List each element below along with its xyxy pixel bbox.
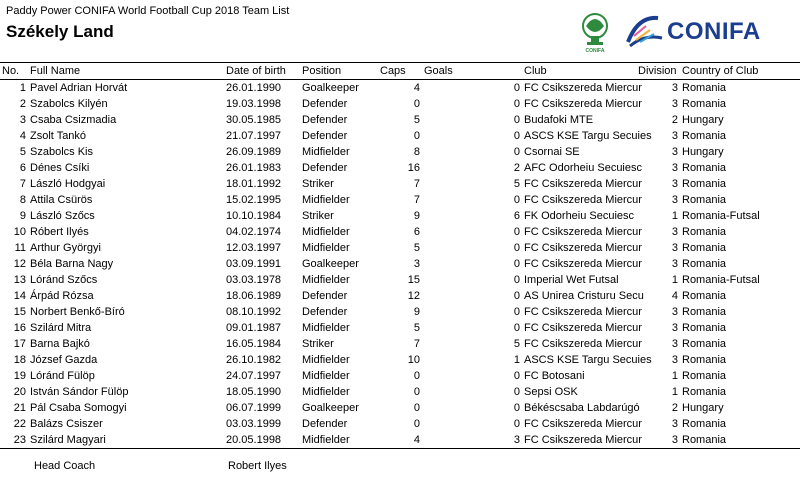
col-date-of-birth-header: Date of birth	[224, 63, 300, 80]
cell-position: Midfielder	[302, 370, 350, 382]
cell-club: ASCS KSE Targu Secuies	[524, 354, 652, 366]
cell-position: Defender	[302, 114, 348, 126]
cell-club: AFC Odorheiu Secuiesc	[524, 162, 642, 174]
cell-division: 3	[671, 194, 678, 206]
cell-name: Szabolcs Kis	[30, 146, 93, 158]
col-country-of-club-header: Country of Club	[680, 63, 800, 80]
cell-division: 3	[671, 306, 678, 318]
cell-division: 3	[671, 162, 678, 174]
cell-caps: 7	[413, 194, 420, 206]
cell-name: Róbert Ilyés	[30, 226, 89, 238]
table-row	[0, 256, 800, 272]
cell-no: 21	[13, 402, 26, 414]
cell-club: AS Unirea Cristuru Secu	[524, 290, 644, 302]
cell-dob: 19.03.1998	[226, 98, 282, 110]
col-club-header: Club	[522, 63, 636, 80]
cell-goals: 0	[513, 226, 520, 238]
cell-dob: 18.06.1989	[226, 290, 282, 302]
cell-dob: 15.02.1995	[226, 194, 282, 206]
cell-name: Arthur Györgyi	[30, 242, 101, 254]
cell-country: Romania	[682, 82, 727, 94]
cell-division: 2	[671, 402, 678, 414]
cell-caps: 9	[413, 210, 420, 222]
cell-position: Striker	[302, 178, 334, 190]
cell-dob: 24.07.1997	[226, 370, 282, 382]
table-row	[0, 384, 800, 400]
cell-no: 2	[19, 98, 26, 110]
cell-club: FC Csikszereda Miercur	[522, 432, 636, 449]
cell-goals: 3	[422, 432, 522, 449]
cell-dob: 10.10.1984	[226, 210, 282, 222]
cell-no: 6	[19, 162, 26, 174]
cell-no: 3	[19, 114, 26, 126]
cell-division: 3	[671, 82, 678, 94]
cell-dob: 06.07.1999	[226, 402, 282, 414]
table-row	[0, 224, 800, 240]
cell-division: 3	[671, 338, 678, 350]
cell-name: Dénes Csíki	[30, 162, 90, 174]
cell-name: Pavel Adrian Horvát	[30, 82, 128, 94]
cell-position: Midfielder	[302, 274, 350, 286]
cell-club: FC Botosani	[524, 370, 585, 382]
cell-name: Attila Csürös	[30, 194, 93, 206]
cell-country: Romania	[682, 226, 727, 238]
cell-club: FC Csikszereda Miercur	[524, 226, 642, 238]
cell-position: Midfielder	[302, 226, 350, 238]
cell-caps: 0	[413, 98, 420, 110]
event-title: Paddy Power CONIFA World Football Cup 2018 Team List	[6, 5, 290, 17]
cell-dob: 30.05.1985	[226, 114, 282, 126]
cell-position: Defender	[302, 306, 348, 318]
cell-goals: 6	[513, 210, 520, 222]
table-row	[0, 128, 800, 144]
cell-no: 4	[19, 130, 26, 142]
cell-country: Romania	[682, 290, 727, 302]
table-row	[0, 432, 800, 449]
cell-name: Norbert Benkő-Bíró	[30, 306, 125, 318]
cell-dob: 18.05.1990	[226, 386, 282, 398]
cell-goals: 0	[513, 306, 520, 318]
cell-position: Midfielder	[302, 242, 350, 254]
table-row	[0, 320, 800, 336]
cell-goals: 0	[513, 82, 520, 94]
cell-position: Midfielder	[302, 194, 350, 206]
table-row	[0, 208, 800, 224]
cell-no: 20	[13, 386, 26, 398]
cell-no: 19	[13, 370, 26, 382]
cell-club: Csornai SE	[524, 146, 580, 158]
cell-goals: 1	[513, 354, 520, 366]
cell-name: Zsolt Tankó	[30, 130, 87, 142]
cell-club: ASCS KSE Targu Secuies	[524, 130, 652, 142]
cell-club: Budafoki MTE	[524, 114, 594, 126]
cell-caps: 9	[413, 306, 420, 318]
cell-country: Romania-Futsal	[682, 210, 760, 222]
cell-goals: 0	[513, 258, 520, 270]
cell-position: Defender	[302, 290, 348, 302]
cell-club: Sepsi OSK	[524, 386, 578, 398]
table-row	[0, 368, 800, 384]
cell-position: Midfielder	[300, 432, 378, 449]
cell-dob: 18.01.1992	[226, 178, 282, 190]
cell-position: Midfielder	[302, 146, 350, 158]
cell-country: Hungary	[682, 402, 724, 414]
cell-goals: 0	[513, 274, 520, 286]
cell-caps: 5	[413, 114, 420, 126]
cell-club: FC Csikszereda Miercur	[524, 82, 642, 94]
cell-name: Szabolcs Kilyén	[30, 98, 108, 110]
cell-no: 9	[19, 210, 26, 222]
table-row	[0, 288, 800, 304]
cell-dob: 03.03.1999	[226, 418, 282, 430]
cell-no: 7	[19, 178, 26, 190]
cell-caps: 10	[407, 354, 420, 366]
cell-position: Goalkeeper	[302, 258, 359, 270]
cell-club: FK Odorheiu Secuiesc	[524, 210, 635, 222]
table-row	[0, 192, 800, 208]
cell-position: Midfielder	[302, 354, 350, 366]
cell-caps: 5	[413, 242, 420, 254]
cell-division: 3	[671, 130, 678, 142]
cell-name: Lóránd Fülöp	[30, 370, 95, 382]
cell-name: Barna Bajkó	[30, 338, 90, 350]
cell-name: László Szőcs	[30, 210, 95, 222]
cell-division: 2	[671, 114, 678, 126]
team-name: Székely Land	[6, 22, 114, 41]
cell-goals: 0	[513, 98, 520, 110]
cell-country: Romania	[682, 194, 727, 206]
cell-goals: 0	[513, 386, 520, 398]
cell-country: Romania	[682, 242, 727, 254]
col-division-header: Division	[636, 63, 680, 80]
table-row	[0, 112, 800, 128]
cell-dob: 26.09.1989	[226, 146, 282, 158]
cell-country: Romania	[682, 322, 727, 334]
cell-goals: 0	[513, 370, 520, 382]
cell-name: Pál Csaba Somogyi	[30, 402, 127, 414]
cell-country: Romania	[682, 178, 727, 190]
cell-dob: 21.07.1997	[226, 130, 282, 142]
cell-goals: 2	[513, 162, 520, 174]
cell-position: Striker	[302, 210, 334, 222]
cell-country: Romania	[682, 98, 727, 110]
cell-division: 1	[671, 386, 678, 398]
table-row	[0, 144, 800, 160]
cell-country: Romania	[680, 432, 800, 449]
cell-division: 3	[636, 432, 680, 449]
col-position-header: Position	[300, 63, 378, 80]
cell-club: FC Csikszereda Miercur	[524, 178, 642, 190]
cell-no: 5	[19, 146, 26, 158]
table-row	[0, 176, 800, 192]
cell-dob: 16.05.1984	[226, 338, 282, 350]
cell-dob: 03.03.1978	[226, 274, 282, 286]
team-list-table	[0, 62, 800, 449]
cell-position: Midfielder	[302, 386, 350, 398]
cell-goals: 0	[513, 114, 520, 126]
cell-club: FC Csikszereda Miercur	[524, 194, 642, 206]
table-row	[0, 304, 800, 320]
cell-goals: 0	[513, 194, 520, 206]
cell-country: Romania	[682, 370, 727, 382]
cell-goals: 5	[513, 178, 520, 190]
cell-no: 22	[13, 418, 26, 430]
col-no-header: No.	[0, 63, 28, 80]
cell-division: 3	[671, 178, 678, 190]
cell-name: Szilárd Mitra	[30, 322, 92, 334]
table-row	[0, 96, 800, 112]
cell-country: Romania	[682, 338, 727, 350]
cell-division: 1	[671, 210, 678, 222]
cell-no: 12	[13, 258, 26, 270]
table-row	[0, 336, 800, 352]
cell-goals: 0	[513, 322, 520, 334]
cell-dob: 04.02.1974	[226, 226, 282, 238]
cell-name: István Sándor Fülöp	[30, 386, 129, 398]
cell-division: 1	[671, 274, 678, 286]
cell-no: 11	[14, 242, 26, 254]
table-row	[0, 160, 800, 176]
cell-name: Lóránd Szőcs	[30, 274, 98, 286]
cell-division: 3	[671, 146, 678, 158]
cell-caps: 0	[413, 386, 420, 398]
cell-position: Defender	[302, 130, 348, 142]
cell-caps: 0	[413, 370, 420, 382]
cell-country: Hungary	[682, 114, 724, 126]
cell-position: Defender	[302, 418, 348, 430]
cell-no: 10	[13, 226, 26, 238]
table-row	[0, 352, 800, 368]
cell-division: 4	[671, 290, 678, 302]
cell-no: 16	[13, 322, 26, 334]
cell-caps: 7	[413, 178, 420, 190]
cell-position: Defender	[302, 98, 348, 110]
cell-caps: 3	[413, 258, 420, 270]
cell-caps: 7	[413, 338, 420, 350]
cell-position: Striker	[302, 338, 334, 350]
cell-country: Romania-Futsal	[682, 274, 760, 286]
cell-division: 3	[671, 418, 678, 430]
emblem-text: CONIFA	[585, 48, 605, 54]
cell-no: 14	[13, 290, 26, 302]
cell-dob: 09.01.1987	[226, 322, 282, 334]
cell-dob: 12.03.1997	[226, 242, 282, 254]
cell-name: Árpád Rózsa	[30, 290, 94, 302]
col-caps-header: Caps	[378, 63, 422, 80]
cell-dob: 26.10.1982	[226, 354, 282, 366]
col-full-name-header: Full Name	[28, 63, 224, 80]
cell-country: Romania	[682, 306, 727, 318]
cell-name: Szilárd Magyari	[28, 432, 224, 449]
cell-dob: 26.01.1990	[226, 82, 282, 94]
cell-goals: 0	[513, 130, 520, 142]
cell-club: FC Csikszereda Miercur	[524, 258, 642, 270]
cell-caps: 15	[407, 274, 420, 286]
cell-club: FC Csikszereda Miercur	[524, 338, 642, 350]
cell-club: FC Csikszereda Miercur	[524, 322, 642, 334]
cell-country: Romania	[682, 130, 727, 142]
cell-goals: 0	[513, 242, 520, 254]
table-row	[0, 272, 800, 288]
table-row	[0, 240, 800, 256]
cell-country: Romania	[682, 418, 727, 430]
cell-division: 3	[671, 258, 678, 270]
cell-position: Defender	[302, 162, 348, 174]
cell-dob: 08.10.1992	[226, 306, 282, 318]
cell-country: Romania	[682, 354, 727, 366]
table-header-row	[0, 63, 800, 80]
table-row	[0, 80, 800, 97]
cell-name: Csaba Csizmadia	[30, 114, 117, 126]
cell-club: FC Csikszereda Miercur	[524, 418, 642, 430]
table-row	[0, 400, 800, 416]
cell-goals: 5	[513, 338, 520, 350]
conifa-logo-text: CONIFA	[667, 18, 761, 45]
cell-goals: 0	[513, 418, 520, 430]
head-coach-name: Robert Ilyes	[228, 460, 287, 472]
cell-club: Imperial Wet Futsal	[524, 274, 619, 286]
cell-country: Romania	[682, 162, 727, 174]
cell-caps: 6	[413, 226, 420, 238]
cell-country: Romania	[682, 386, 727, 398]
cell-division: 3	[671, 242, 678, 254]
cell-dob: 26.01.1983	[226, 162, 282, 174]
cell-caps: 0	[413, 402, 420, 414]
cell-club: FC Csikszereda Miercur	[524, 98, 642, 110]
cell-club: Békéscsaba Labdarúgó	[524, 402, 640, 414]
cell-position: Goalkeeper	[302, 82, 359, 94]
cell-dob: 20.05.1998	[224, 432, 300, 449]
cell-caps: 0	[413, 418, 420, 430]
cell-division: 3	[671, 98, 678, 110]
col-goals-header: Goals	[422, 63, 522, 80]
cell-caps: 16	[407, 162, 420, 174]
cell-division: 3	[671, 226, 678, 238]
cell-position: Midfielder	[302, 322, 350, 334]
cell-division: 3	[671, 354, 678, 366]
cell-goals: 0	[513, 146, 520, 158]
cell-club: FC Csikszereda Miercur	[524, 306, 642, 318]
cell-caps: 5	[413, 322, 420, 334]
cell-no: 23	[0, 432, 28, 449]
cell-division: 1	[671, 370, 678, 382]
conifa-cup-emblem-icon	[572, 8, 618, 54]
cell-country: Hungary	[682, 146, 724, 158]
cell-goals: 0	[513, 402, 520, 414]
cell-no: 13	[13, 274, 26, 286]
cell-name: László Hodgyai	[30, 178, 106, 190]
cell-no: 17	[13, 338, 26, 350]
table-row	[0, 416, 800, 432]
cell-caps: 12	[407, 290, 420, 302]
cell-no: 8	[19, 194, 26, 206]
cell-caps: 4	[378, 432, 422, 449]
cell-no: 18	[13, 354, 26, 366]
cell-caps: 0	[413, 130, 420, 142]
cell-caps: 4	[413, 82, 420, 94]
cell-dob: 03.09.1991	[226, 258, 282, 270]
cell-caps: 8	[413, 146, 420, 158]
cell-no: 15	[13, 306, 26, 318]
cell-division: 3	[671, 322, 678, 334]
cell-club: FC Csikszereda Miercur	[524, 242, 642, 254]
cell-name: Béla Barna Nagy	[30, 258, 114, 270]
head-coach-label: Head Coach	[34, 460, 96, 472]
cell-name: József Gazda	[30, 354, 98, 366]
cell-goals: 0	[513, 290, 520, 302]
cell-name: Balázs Csiszer	[30, 418, 103, 430]
cell-no: 1	[19, 82, 26, 94]
cell-country: Romania	[682, 258, 727, 270]
cell-position: Goalkeeper	[302, 402, 359, 414]
